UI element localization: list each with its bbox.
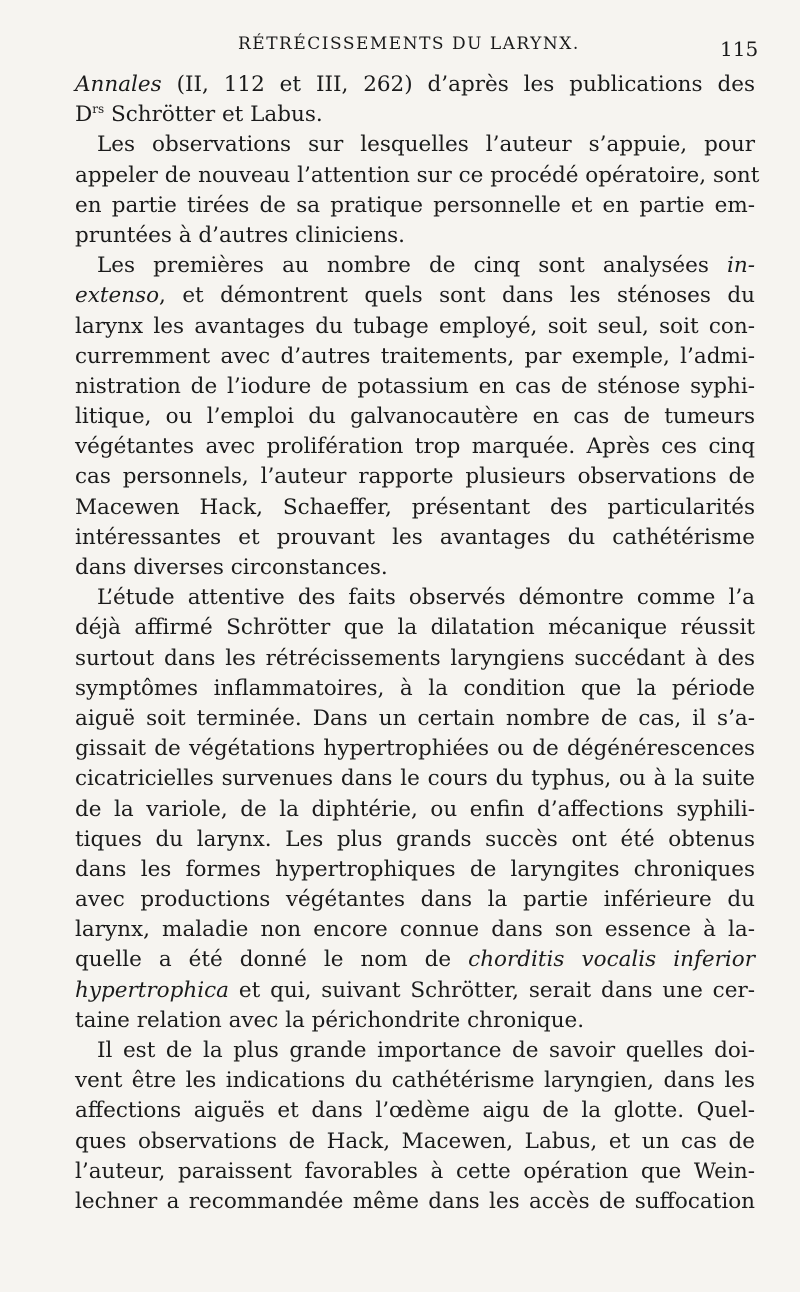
text-segment: surtout dans les rétrécissements laryngiens succédant à des [75, 645, 755, 671]
text-segment: et qui, suivant Schrötter, serait dans une cer- [228, 977, 755, 1003]
text-line [75, 795, 755, 825]
text-line [75, 191, 755, 221]
text-line [75, 1066, 755, 1096]
text-line [75, 674, 755, 704]
text-line [75, 1127, 755, 1157]
superscript-text: rs [92, 102, 105, 117]
text-segment: pruntées à d’autres cliniciens. [75, 222, 405, 248]
text-segment: l’auteur, paraissent favorables à cette opération que Wein- [75, 1158, 755, 1184]
italic-text: Annales [75, 72, 162, 97]
text-line [75, 885, 755, 915]
text-line [75, 1187, 755, 1217]
text-line [75, 704, 755, 734]
text-segment: quelle a été donné le nom de [75, 947, 469, 973]
text-line [75, 342, 755, 372]
text-line [75, 825, 755, 855]
text-segment: D [75, 102, 93, 128]
text-segment: cicatricielles survenues dans le cours du typhus, ou à la suite [75, 766, 755, 792]
italic-text: chorditis vocalis inferior [468, 947, 756, 973]
text-line [75, 493, 755, 523]
text-line [75, 855, 755, 885]
text-segment: nistration de l’iodure de potassium en cas de sténose syphi- [75, 373, 755, 399]
text-segment: tiques du larynx. Les plus grands succès ont été obtenus [75, 826, 755, 852]
text-segment: vent être les indications du cathétérisme laryngien, dans les [75, 1068, 755, 1094]
text-segment: Les premières au nombre de cinq sont analysées [97, 253, 727, 279]
page-header [0, 34, 800, 64]
text-line [75, 251, 755, 281]
text-segment: en partie tirées de sa pratique personnelle et en partie em- [75, 192, 755, 218]
text-segment: Schrötter et Labus. [104, 102, 323, 128]
text-line [75, 734, 755, 764]
text-line [75, 70, 755, 100]
text-segment: , et démontrent quels sont dans les sténoses du [159, 283, 755, 309]
text-line [75, 976, 755, 1006]
running-head: RÉTRÉCISSEMENTS DU LARYNX. [238, 34, 580, 54]
text-segment: dans diverses circonstances. [75, 555, 388, 580]
text-segment: ques observations de Hack, Macewen, Labus, et un cas de [75, 1128, 755, 1154]
text-segment: végétantes avec prolifération trop marquée. Après ces cinq [75, 434, 755, 460]
italic-text: in- [727, 253, 755, 279]
text-segment: affections aiguës et dans l’œdème aigu de la glotte. Quel- [75, 1098, 755, 1124]
italic-text: hypertrophica [75, 977, 229, 1003]
text-segment: déjà affirmé Schrötter que la dilatation mécanique réussit [75, 615, 755, 641]
text-line [75, 161, 760, 191]
text-line [75, 402, 755, 432]
text-line [75, 100, 755, 130]
text-line [75, 915, 755, 945]
text-segment: larynx les avantages du tubage employé, soit seul, soit con- [75, 313, 755, 339]
text-segment: (II, 112 et III, 262) d’après les publications des [161, 72, 755, 97]
text-segment: litique, ou l’emploi du galvanocautère en cas de tumeurs [75, 404, 755, 430]
text-line [75, 432, 755, 462]
text-segment: Il est de la plus grande importance de savoir quelles doi- [97, 1038, 755, 1063]
text-line [75, 1006, 755, 1036]
text-segment: symptômes inflammatoires, à la condition que la période [75, 675, 755, 701]
text-segment: appeler de nouveau l’attention sur ce procédé opératoire, sont [75, 162, 760, 188]
text-segment: intéressantes et prouvant les avantages du cathétérisme [75, 524, 755, 550]
text-line [75, 553, 755, 583]
text-segment: L’étude attentive des faits observés démontre comme l’a [97, 585, 755, 611]
text-line [75, 1096, 755, 1126]
text-line [75, 764, 755, 794]
text-segment: Les observations sur lesquelles l’auteur s’appuie, pour [97, 132, 755, 158]
text-segment: avec productions végétantes dans la partie inférieure du [75, 887, 755, 913]
text-segment: de la variole, de la diphtérie, ou enfin d’affections syphili- [75, 796, 755, 822]
text-segment: curremment avec d’autres traitements, par exemple, l’admi- [75, 343, 755, 369]
text-line [75, 1157, 755, 1187]
text-line [75, 462, 755, 492]
text-segment: lechner a recommandée même dans les accès de suffocation [75, 1188, 755, 1214]
text-segment: cas personnels, l’auteur rapporte plusieurs observations de [75, 464, 755, 490]
text-line [75, 372, 755, 402]
text-line [75, 221, 755, 251]
text-segment: dans les formes hypertrophiques de laryngites chroniques [75, 856, 755, 882]
text-line [75, 523, 755, 553]
text-line [75, 130, 755, 160]
text-line [75, 945, 755, 975]
text-line [75, 644, 755, 674]
text-segment: Macewen Hack, Schaeffer, présentant des particularités [75, 494, 755, 520]
page-number: 115 [720, 37, 759, 61]
text-line [75, 281, 755, 311]
text-line [75, 1036, 755, 1066]
text-line [75, 583, 755, 613]
text-line [75, 613, 755, 643]
text-segment: gissait de végétations hypertrophiées ou de dégénérescences [75, 736, 755, 762]
text-line [75, 312, 755, 342]
body-text [75, 70, 760, 1217]
italic-text: extenso [75, 283, 160, 309]
text-segment: taine relation avec la périchondrite chronique. [75, 1007, 585, 1033]
text-segment: larynx, maladie non encore connue dans son essence à la- [75, 917, 755, 943]
text-segment: aiguë soit terminée. Dans un certain nombre de cas, il s’a- [75, 705, 755, 731]
